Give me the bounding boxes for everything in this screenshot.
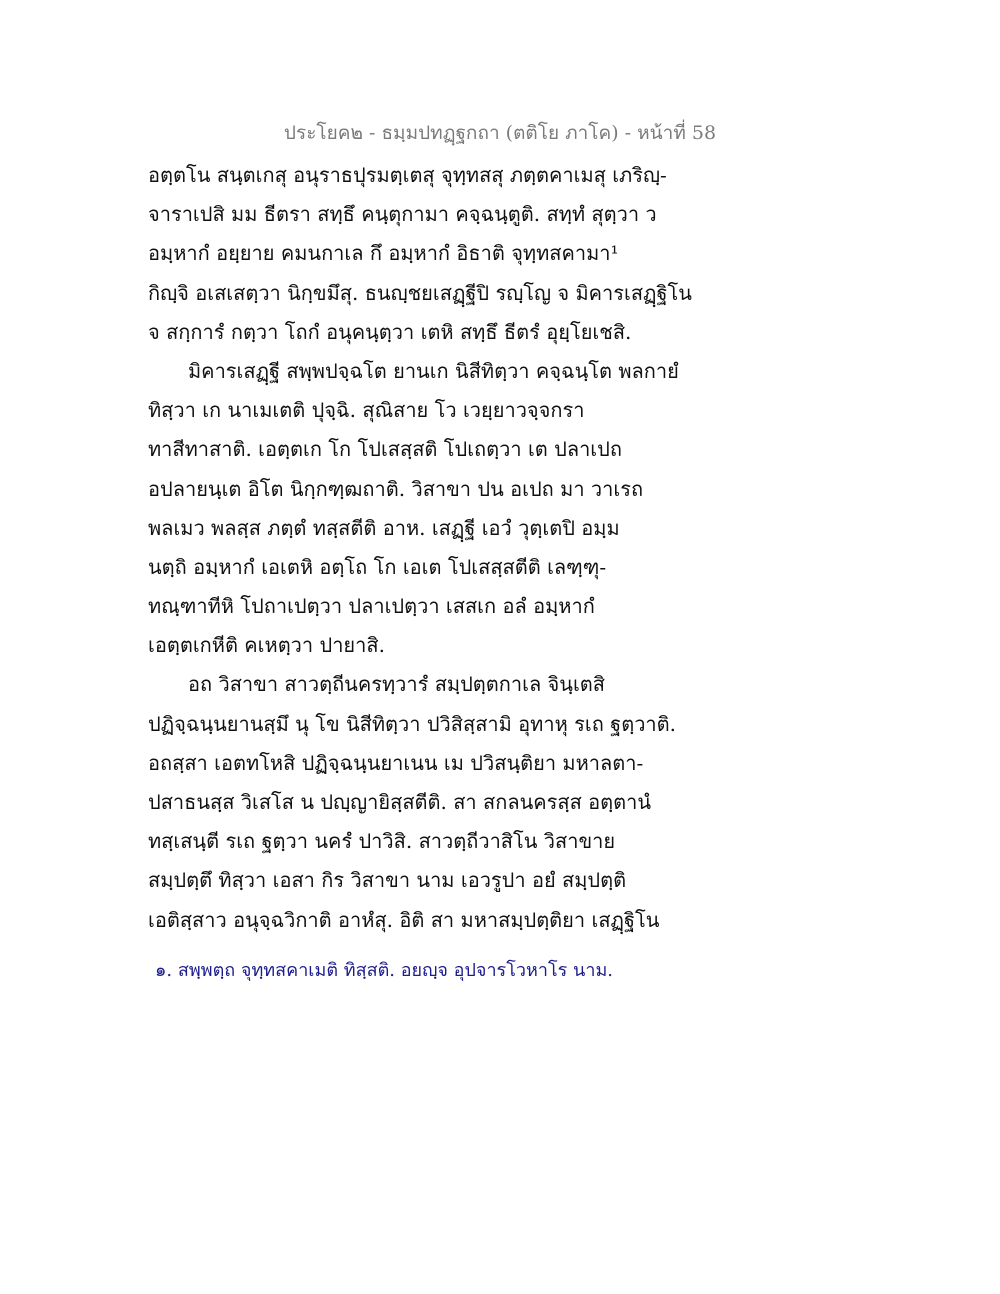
text-line: ปฏิจฺฉนฺนยานสฺมึ นุ โข นิสีทิตฺวา ปวิสิสฺสามิ อุทาหุ รเถ ฐตฺวาติ. bbox=[148, 711, 677, 736]
text-line: ทิสฺวา เก นาเมเตติ ปุจฺฉิ. สุณิสาย โว เวยฺยาวจฺจกรา bbox=[148, 398, 585, 423]
text-line: พลเมว พลสฺส ภตฺตํ ทสฺสตีติ อาห. เสฏฺฐี เอวํ วุตฺเตปิ อมฺม bbox=[148, 515, 620, 540]
footnote: ๑. สพฺพตฺถ จุทฺทสคาเมติ ทิสฺสติ. อยญฺจ อุปจารโวหาโร นาม. bbox=[155, 960, 614, 981]
text-line: นตฺถิ อมฺหากํ เอเตหิ อตฺโถ โก เอเต โปเสสฺสตีติ เลฑฺฑุ- bbox=[148, 554, 607, 579]
text-line: อถสฺสา เอตทโหสิ ปฏิจฺฉนฺนยาเนน เม ปวิสนฺติยา มหาลตา- bbox=[148, 750, 644, 775]
text-line: ปสาธนสฺส วิเสโส น ปญฺญายิสฺสตีติ. สา สกลนครสฺส อตฺตานํ bbox=[148, 790, 652, 814]
text-line: ทณฺฑาทีหิ โปถาเปตฺวา ปลาเปตฺวา เสสเก อลํ อมฺหากํ bbox=[148, 594, 595, 619]
text-line: อปลายนฺเต อิโต นิกฺกฑฺฒถาติ. วิสาขา ปน อเปถ มา วาเรถ bbox=[148, 476, 644, 501]
text-line: เอติสฺสาว อนุจฺฉวิกาติ อาหํสุ. อิติ สา มหาสมฺปตฺติยา เสฏฺฐิโน bbox=[148, 907, 660, 932]
page-header: ประโยค๒ - ธมฺมปทฏฺฐกถา (ตติโย ภาโค) - หน้าที่ 58 bbox=[283, 122, 717, 144]
text-line: ทาสีทาสาติ. เอตฺตเก โก โปเสสฺสติ โปเถตฺวา เต ปลาเปถ bbox=[148, 437, 622, 462]
body-text bbox=[148, 156, 728, 940]
text-line: อมฺหากํ อยฺยาย คมนกาเล กึ อมฺหากํ อิธาติ จุทฺทสคามา¹ bbox=[148, 241, 619, 266]
text-line: กิญฺจิ อเสเสตฺวา นิกฺขมึสุ. ธนญฺชยเสฏฺฐีปิ รญฺโญ จ มิคารเสฏฺฐิโน bbox=[148, 280, 692, 305]
text-line: สมฺปตฺตึ ทิสฺวา เอสา กิร วิสาขา นาม เอวรูปา อยํ สมฺปตฺติ bbox=[148, 868, 627, 893]
text-line: จ สกฺการํ กตฺวา โถกํ อนุคนฺตฺวา เตหิ สทฺธึ ธีตรํ อุยฺโยเชสิ. bbox=[148, 319, 632, 344]
text-line: จาราเปสิ มม ธีตรา สทฺธึ คนฺตุกามา คจฺฉนฺตูติ. สทฺทํ สุตฺวา ว bbox=[148, 202, 657, 227]
text-line: เอตฺตเกหีติ คเหตฺวา ปายาสิ. bbox=[148, 633, 385, 658]
text-line: อตฺตโน สนฺตเกสุ อนุราธปุรมตฺเตสุ จุทฺทสสุ ภตฺตคาเมสุ เภริญฺ- bbox=[148, 163, 667, 187]
text-line: ทสฺเสนฺตี รเถ ฐตฺวา นครํ ปาวิสิ. สาวตฺถีวาสิโน วิสาขาย bbox=[148, 829, 616, 854]
paragraph-start-line: มิคารเสฏฺฐี สพฺพปจฺฉโต ยานเก นิสีทิตฺวา คจฺฉนฺโต พลกายํ bbox=[188, 358, 679, 383]
paragraph-start-line: อถ วิสาขา สาวตฺถีนครทฺวารํ สมฺปตฺตกาเล จินฺเตสิ bbox=[188, 672, 605, 697]
